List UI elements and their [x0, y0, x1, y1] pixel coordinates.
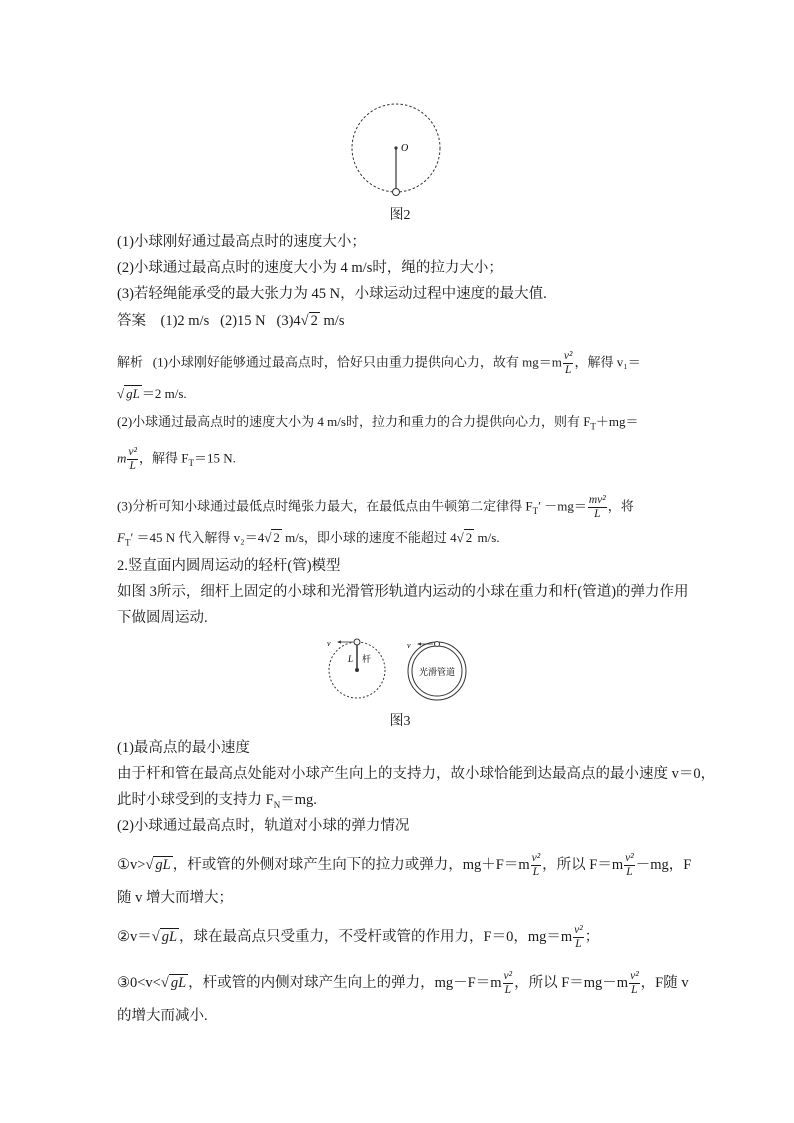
svg-text:v: v [327, 639, 331, 648]
figure-3-caption: 图3 [389, 714, 411, 729]
question-1: (1)小球刚好通过最高点时的速度大小； [117, 234, 366, 250]
section-2-intro-2: 下做圆周运动. [117, 610, 208, 626]
svg-text:光滑管道: 光滑管道 [418, 667, 456, 677]
analysis-p1-line2: √ gL ＝2 m/s. [117, 386, 187, 401]
rod-arrowhead [337, 640, 341, 643]
min-speed-line1: 由于杆和管在最高点处能对小球产生向上的支持力，故小球恰能到达最高点的最小速度 v＝0， [117, 766, 716, 782]
min-speed-line2: 此时小球受到的支持力 $F_N=mg$. [117, 792, 317, 810]
section-2-heading: 2.竖直面内圆周运动的轻杆(管)模型 [117, 558, 341, 574]
analysis-p1-line1: 解析 (1)小球刚好能够通过最高点时，恰好只由重力提供向心力，故有 mg＝m $\frac{\text{v²}}{L}$ ，解得 v₁＝ [117, 350, 641, 376]
case-1-line2: 随 v 增大而增大； [117, 890, 233, 906]
question-2: (2)小球通过最高点时的速度大小为 4 m/s时，绳的拉力大小； [117, 260, 503, 276]
answer-label: 答案 [117, 313, 146, 329]
page [117, 0, 716, 1123]
center-label: O [401, 143, 409, 154]
section-2-intro-1: 如图 3所示，细杆上固定的小球和光滑管形轨道内运动的小球在重力和杆(管道)的弹力作用 [117, 584, 689, 600]
answer-3-unit: m/s [319, 313, 345, 329]
answer-3-prefix: (3)4 [276, 313, 301, 329]
min-speed-heading: (1)最高点的最小速度 [117, 740, 250, 756]
tube-arrowhead [417, 642, 421, 645]
figure-2-diagram [349, 103, 445, 199]
rod-ball [354, 639, 360, 645]
ball [393, 189, 400, 196]
svg-text:杆: 杆 [362, 654, 372, 664]
figure-3-diagram [323, 638, 491, 702]
analysis-p3-line2: $F_T' =45$ N 代入解得 v₂＝4√ 2 m/s，即小球的速度不能超过 4√ 2 m/s. [117, 530, 500, 548]
fraction-v2-over-L: $\frac{\text{v²}}{L}$ [563, 350, 573, 376]
case-3-line2: 的增大而减小. [117, 1008, 208, 1024]
answer-line [117, 311, 344, 331]
case-1-line1: ①v>√ gL ，杆或管的外侧对球产生向下的拉力或弹力，mg＋F＝m $\frac{\text{v²}}{L}$ ，所以 F＝m $\frac{\text{v²}}{L}$ －mg，F [117, 852, 692, 878]
analysis-p2-line2: m $\frac{\text{v²}}{L}$ ，解得 $F_T=15$ N. [117, 446, 236, 472]
question-3: (3)若轻绳能承受的最大张力为 45 N，小球运动过程中速度的最大值. [117, 286, 547, 302]
sqrt-2: √ 2 [300, 313, 318, 329]
answer-2: (2)15 N [220, 313, 266, 329]
svg-text:v: v [407, 641, 411, 650]
analysis-p2-line1: (2)小球通过最高点时的速度大小为 4 m/s时，拉力和重力的合力提供向心力，则有 $F_T+mg=$ [117, 414, 639, 432]
case-3-line1: ③0<v<√ gL ，杆或管的内侧对球产生向上的弹力，mg－F＝m $\frac{\text{v²}}{L}$ ，所以 F＝mg－m $\frac{\text{v²}}{L}$ ，F随 v [117, 970, 689, 996]
svg-text:L: L [348, 654, 354, 664]
answer-1: (1)2 m/s [160, 313, 210, 329]
figure-2-caption: 图2 [389, 208, 411, 223]
analysis-label: 解析 [117, 354, 144, 370]
center-point [394, 146, 397, 149]
elastic-heading: (2)小球通过最高点时，轨道对小球的弹力情况 [117, 818, 410, 834]
rod-pivot [355, 668, 359, 672]
tube-ball [435, 642, 440, 647]
analysis-p3-line1: (3)分析可知小球通过最低点时绳张力最大，在最低点由牛顿第二定律得 $F_T' -mg=$ $\frac{\text{mv²}}{L}$ ，将 [117, 494, 634, 520]
case-2-line: ②v＝√ gL ，球在最高点只受重力，不受杆或管的作用力，F＝0，mg＝m $\frac{\text{v²}}{L}$ ； [117, 924, 600, 950]
